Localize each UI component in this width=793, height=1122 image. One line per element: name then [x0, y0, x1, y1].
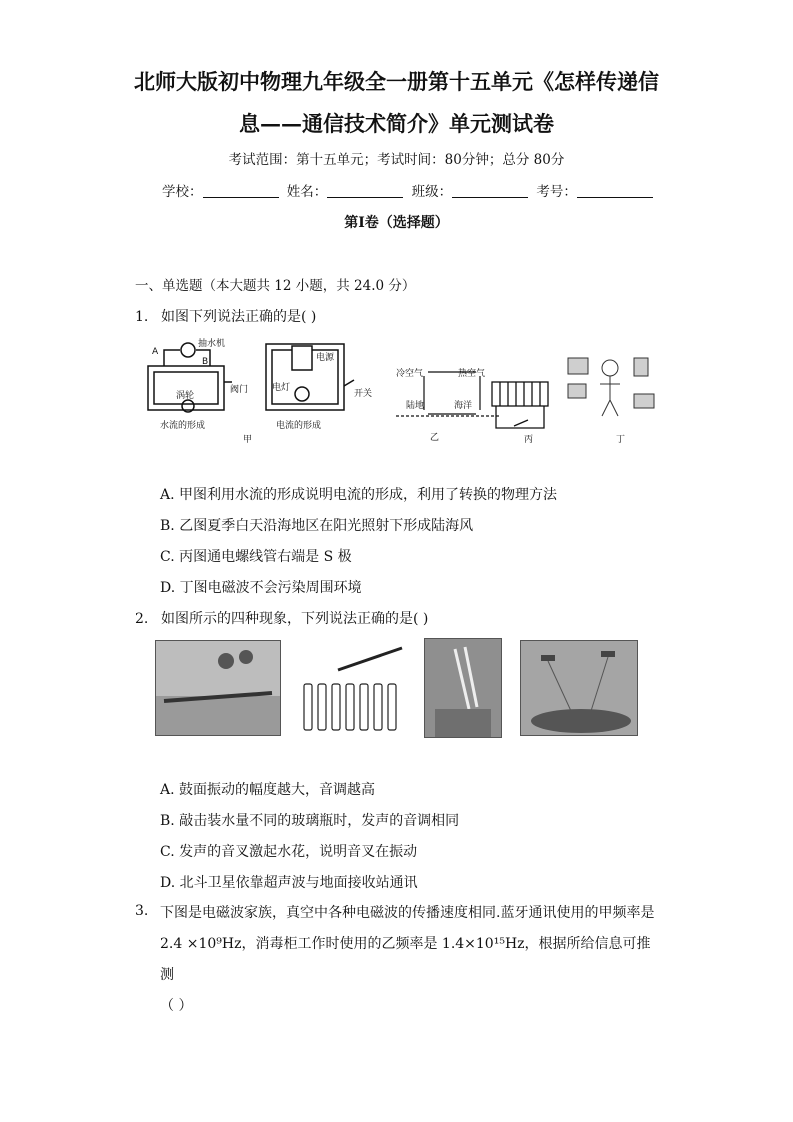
name-label: 姓名： — [286, 184, 328, 200]
water-flow-diagram — [148, 343, 232, 412]
label-valve: 阀门 — [230, 385, 249, 395]
q2-option-b: B. 敲击装水量不同的玻璃瓶时，发声的音调相同 — [160, 813, 460, 829]
class-blank[interactable] — [452, 183, 528, 198]
q1-option-d: D. 丁图电磁波不会污染周围环境 — [160, 580, 362, 596]
label-lamp: 电灯 — [272, 383, 291, 393]
caption-ding: 丁 — [616, 435, 626, 445]
label-turbine: 涡轮 — [176, 391, 195, 401]
q1-option-c: C. 丙图通电螺线管右端是 S 极 — [160, 549, 352, 565]
section-title: 一、单选题（本大题共 12 小题，共 24.0 分） — [135, 278, 416, 294]
page-title-line1: 北师大版初中物理九年级全一册第十五单元《怎样传递信 — [134, 69, 659, 94]
volume-heading: 第Ⅰ卷（选择题） — [344, 215, 449, 231]
q3-line-2: 2.4 ×10⁹Hz，消毒柜工作时使用的乙频率是 1.4×10¹⁵Hz，根据所给信息可推测 — [160, 936, 651, 983]
bottles-photo — [298, 640, 406, 734]
question-1 — [135, 306, 316, 326]
question-3-number — [135, 903, 161, 919]
exam-info: 考试范围：第十五单元；考试时间：80分钟；总分 80分 — [228, 152, 565, 168]
exam-number-blank[interactable] — [577, 183, 653, 198]
question-stem: 如图下列说法正确的是( ) — [161, 309, 317, 325]
student-fields — [162, 180, 657, 200]
q1-option-b: B. 乙图夏季白天沿海地区在阳光照射下形成陆海风 — [160, 518, 474, 534]
q2-option-c: C. 发声的音叉激起水花，说明音叉在振动 — [160, 844, 418, 860]
question-number: 3. — [135, 903, 149, 919]
question-stem: 如图所示的四种现象，下列说法正确的是( ) — [161, 611, 429, 627]
school-blank[interactable] — [203, 183, 279, 198]
label-land: 陆地 — [406, 401, 425, 411]
q3-line-3: （ ） — [160, 998, 193, 1014]
label-sea: 海洋 — [454, 401, 473, 411]
page-title-line2: 息——通信技术简介》单元测试卷 — [239, 111, 554, 136]
caption-current: 电流的形成 — [276, 421, 322, 431]
question-number: 1. — [135, 309, 149, 325]
label-a: A — [152, 347, 159, 357]
caption-bing: 丙 — [524, 435, 534, 445]
label-power: 电源 — [316, 353, 335, 363]
label-pump: 抽水机 — [198, 339, 226, 349]
label-hot-air: 热空气 — [458, 369, 486, 379]
electric-circuit-diagram — [266, 344, 354, 410]
q2-option-a: A. 鼓面振动的幅度越大，音调越高 — [160, 782, 376, 798]
school-label: 学校： — [162, 184, 203, 200]
label-switch: 开关 — [354, 389, 373, 399]
q1-option-a: A. 甲图利用水流的形成说明电流的形成，利用了转换的物理方法 — [160, 487, 558, 503]
label-b: B — [202, 357, 209, 367]
q2-option-d: D. 北斗卫星依靠超声波与地面接收站通讯 — [160, 875, 418, 891]
devices-illustration — [568, 358, 654, 416]
question-2 — [135, 608, 428, 628]
question-1-figure — [140, 336, 660, 448]
name-blank[interactable] — [327, 183, 403, 198]
question-number: 2. — [135, 611, 149, 627]
satellite-photo — [520, 640, 638, 736]
solenoid-diagram — [492, 382, 548, 428]
caption-yi: 乙 — [430, 433, 440, 443]
drum-photo — [155, 640, 281, 736]
caption-water-flow: 水流的形成 — [160, 421, 206, 431]
tuning-fork-photo — [424, 638, 502, 738]
q3-line-1: 下图是电磁波家族，真空中各种电磁波的传播速度相同.蓝牙通讯使用的甲频率是 — [160, 905, 655, 921]
question-3-stem — [160, 898, 660, 1022]
caption-jia: 甲 — [243, 435, 253, 445]
class-label: 班级： — [411, 184, 453, 200]
exam-number-label: 考号： — [536, 184, 577, 200]
label-cold-air: 冷空气 — [396, 369, 424, 379]
